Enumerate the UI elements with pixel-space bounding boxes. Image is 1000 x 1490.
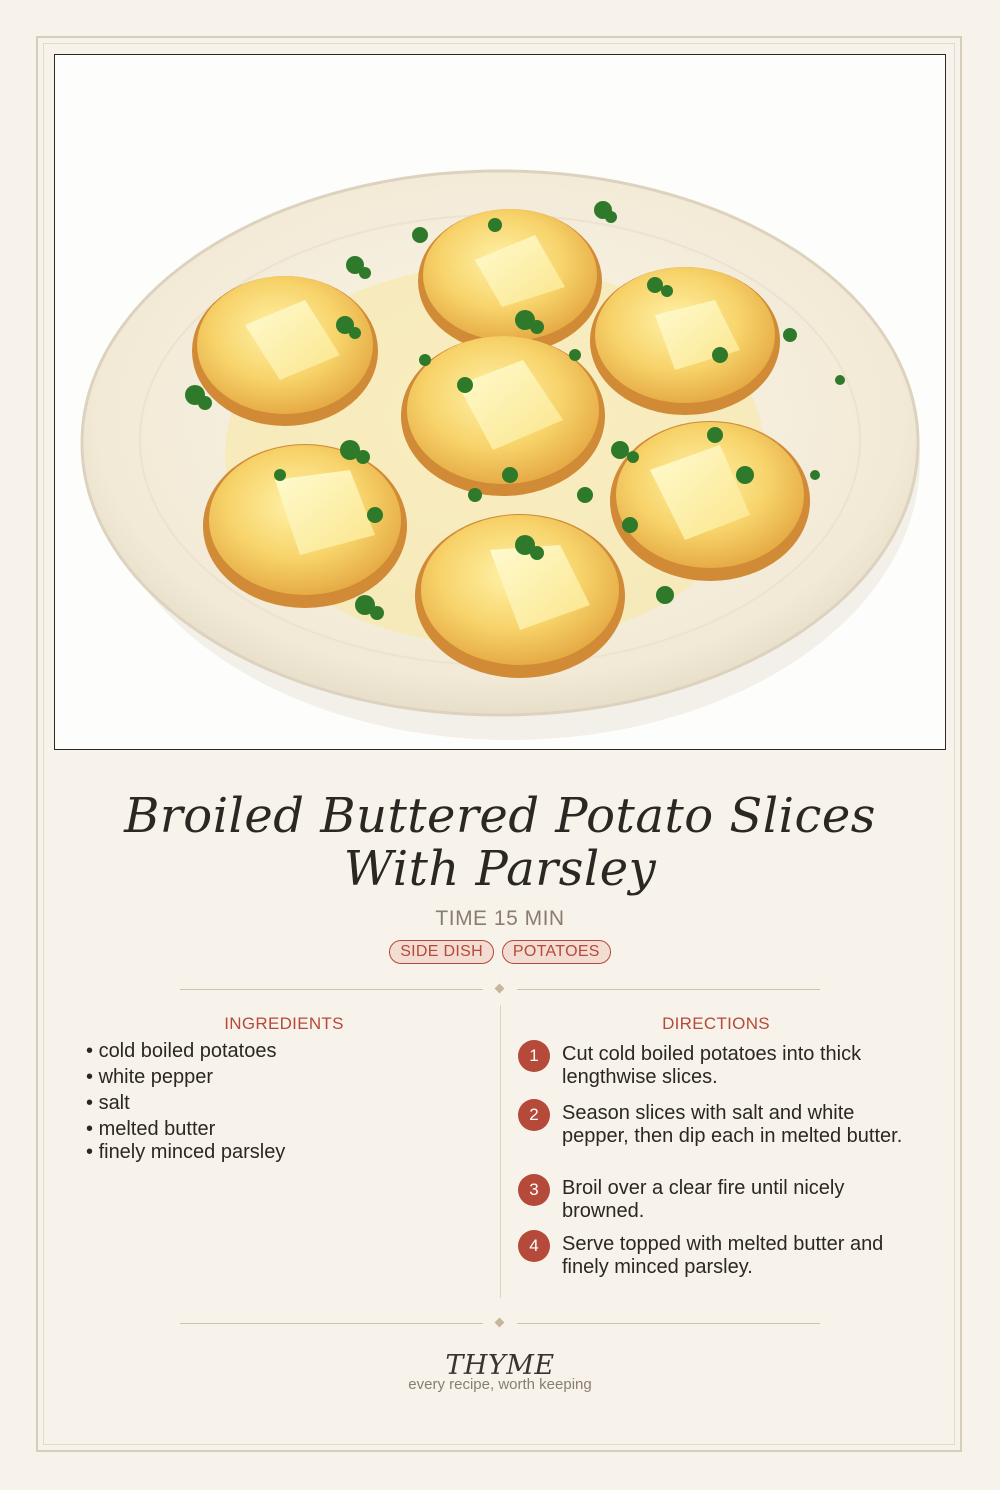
step-number-badge: 1: [518, 1040, 550, 1072]
recipe-title: Broiled Buttered Potato Slices With Parsley: [124, 788, 876, 897]
potato-plate-illustration: [55, 55, 945, 749]
tag-list: [250, 940, 750, 964]
column-divider: [500, 1005, 501, 1298]
ingredient-item: • cold boiled potatoes: [86, 1040, 277, 1062]
diamond-ornament-icon: [495, 984, 505, 994]
step-number-badge: 3: [518, 1174, 550, 1206]
directions-heading: DIRECTIONS: [662, 1014, 770, 1033]
diamond-ornament-icon: [495, 1318, 505, 1328]
tag-potatoes[interactable]: POTATOES: [502, 940, 611, 964]
cook-time: TIME 15 MIN: [435, 907, 565, 930]
ingredient-item: • salt: [86, 1092, 130, 1114]
recipe-photo: [54, 54, 946, 750]
step-number-badge: 2: [518, 1099, 550, 1131]
section-divider-top: [180, 983, 820, 995]
ingredient-item: • white pepper: [86, 1066, 214, 1088]
section-divider-bottom: [180, 1317, 820, 1329]
ingredient-item: • melted butter: [86, 1118, 216, 1140]
step-text: Broil over a clear fire until nicely browned.: [562, 1177, 845, 1222]
ingredient-item: • finely minced parsley: [86, 1140, 286, 1163]
brand-logo-text: THYME: [445, 1350, 555, 1381]
ingredients-heading: INGREDIENTS: [224, 1014, 344, 1033]
ingredients-list: [86, 1040, 285, 1163]
step-number-badge: 4: [518, 1230, 550, 1262]
tag-side-dish[interactable]: SIDE DISH: [389, 940, 494, 964]
step-text: Season slices with salt and white pepper, then dip each in melted butter.: [562, 1102, 903, 1147]
step-text: Cut cold boiled potatoes into thick lengthwise slices.: [562, 1043, 862, 1088]
brand-tagline: every recipe, worth keeping: [408, 1376, 592, 1393]
step-text: Serve topped with melted butter and finely minced parsley.: [562, 1233, 884, 1278]
